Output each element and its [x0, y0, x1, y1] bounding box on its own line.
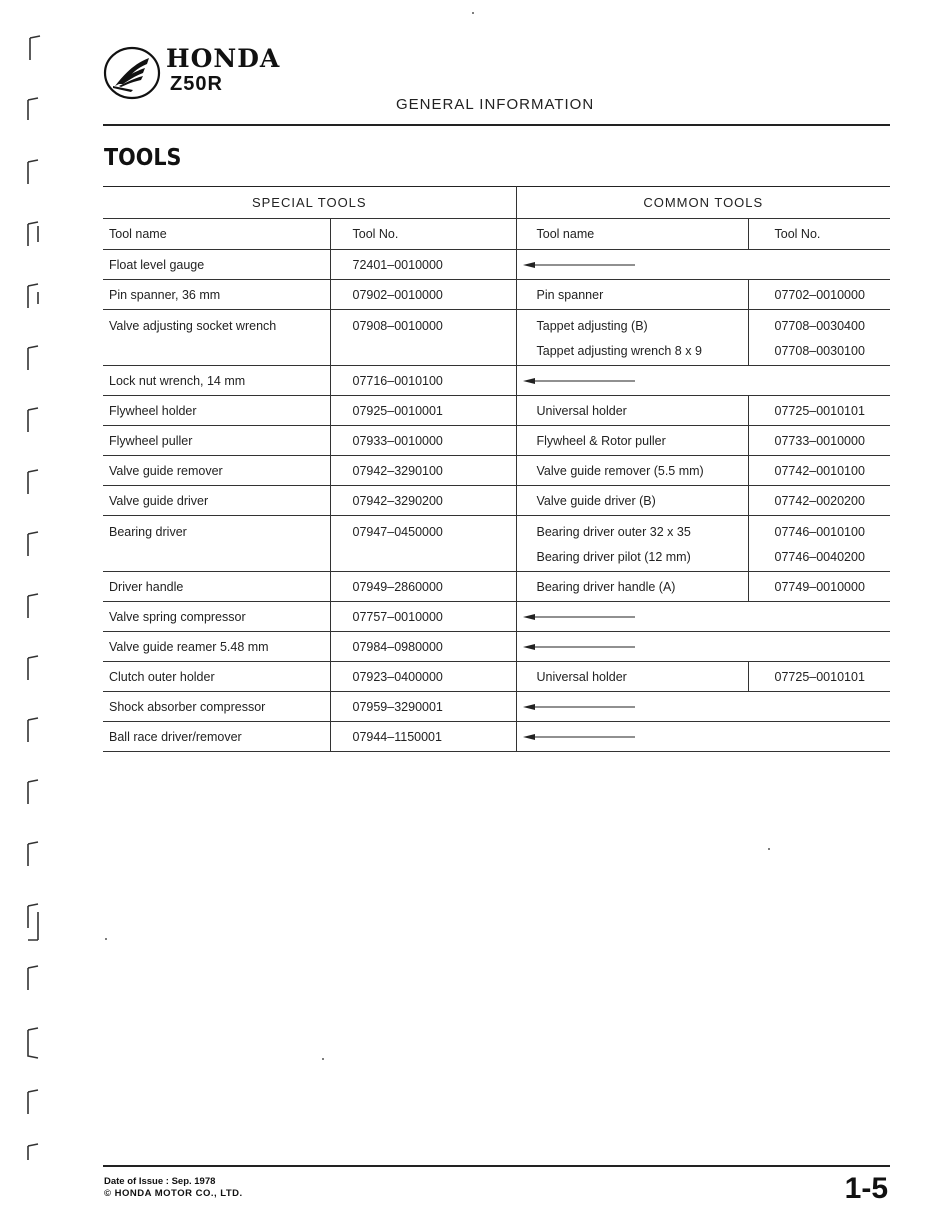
table-row: [103, 366, 890, 396]
special-tool-name: Flywheel puller: [103, 426, 330, 456]
table-row: [103, 516, 890, 572]
common-tool-name-line: Tappet adjusting wrench 8 x 9: [536, 344, 702, 358]
arrow-left-icon: [523, 376, 635, 386]
common-tool-no-line: 07746–0010100: [774, 525, 865, 539]
common-tool-name: Universal holder: [516, 662, 748, 692]
special-tool-no: 07949–2860000: [330, 572, 516, 602]
common-tools-header: COMMON TOOLS: [516, 187, 890, 219]
special-tool-name: Clutch outer holder: [103, 662, 330, 692]
table-row: [103, 632, 890, 662]
scan-speck: [472, 12, 474, 14]
common-tool-no-line: 07746–0040200: [774, 550, 865, 564]
common-tool-no-line: 07708–0030400: [774, 319, 865, 333]
common-tool-name-line: Bearing driver pilot (12 mm): [536, 550, 691, 564]
arrow-left-icon: [523, 732, 635, 742]
common-tool-no: 07742–0010100: [748, 456, 890, 486]
same-as-special-arrow: [516, 632, 890, 662]
special-tool-name: Shock absorber compressor: [103, 692, 330, 722]
special-tool-name-header: Tool name: [103, 219, 330, 250]
table-row: [103, 250, 890, 280]
special-tool-no: 07925–0010001: [330, 396, 516, 426]
special-tool-no: 07923–0400000: [330, 662, 516, 692]
special-tool-no: 07933–0010000: [330, 426, 516, 456]
special-tool-no: 07959–3290001: [330, 692, 516, 722]
special-tool-no: 07716–0010100: [330, 366, 516, 396]
common-tool-name: Flywheel & Rotor puller: [516, 426, 748, 456]
common-tool-name: [516, 310, 748, 366]
arrow-left-icon: [523, 642, 635, 652]
copyright: © HONDA MOTOR CO., LTD.: [104, 1188, 243, 1199]
common-tool-no: 07733–0010000: [748, 426, 890, 456]
special-tool-no: 07942–3290200: [330, 486, 516, 516]
table-row: [103, 722, 890, 752]
common-tool-no: 07749–0010000: [748, 572, 890, 602]
table-row: [103, 602, 890, 632]
same-as-special-arrow: [516, 602, 890, 632]
common-tool-name-line: Bearing driver outer 32 x 35: [536, 525, 691, 539]
model-name: Z50R: [170, 73, 223, 95]
common-tool-no: 07725–0010101: [748, 396, 890, 426]
table-row: [103, 456, 890, 486]
scan-speck: [322, 1058, 324, 1060]
common-tool-name: [516, 516, 748, 572]
special-tool-name: Pin spanner, 36 mm: [103, 280, 330, 310]
special-tool-name: Valve adjusting socket wrench: [103, 310, 330, 366]
table-row: [103, 486, 890, 516]
table-row: [103, 310, 890, 366]
binder-marks: [0, 0, 50, 1210]
table-row: [103, 426, 890, 456]
common-tool-no: [748, 516, 890, 572]
common-tool-name: Valve guide remover (5.5 mm): [516, 456, 748, 486]
scan-speck: [105, 938, 107, 940]
table-column-header: [103, 219, 890, 250]
arrow-left-icon: [523, 612, 635, 622]
section-title: GENERAL INFORMATION: [396, 96, 595, 113]
same-as-special-arrow: [516, 722, 890, 752]
footer-rule: [103, 1165, 890, 1167]
common-tool-no: 07725–0010101: [748, 662, 890, 692]
special-tool-no-header: Tool No.: [330, 219, 516, 250]
special-tool-no: 07947–0450000: [330, 516, 516, 572]
arrow-left-icon: [523, 702, 635, 712]
common-tool-name: Pin spanner: [516, 280, 748, 310]
same-as-special-arrow: [516, 366, 890, 396]
special-tool-name: Flywheel holder: [103, 396, 330, 426]
table-group-header: [103, 187, 890, 219]
special-tool-no: 72401–0010000: [330, 250, 516, 280]
table-row: [103, 692, 890, 722]
special-tool-name: Valve guide remover: [103, 456, 330, 486]
special-tool-no: 07984–0980000: [330, 632, 516, 662]
issue-date: Date of Issue : Sep. 1978: [104, 1176, 216, 1187]
common-tool-no-header: Tool No.: [748, 219, 890, 250]
special-tool-name: Lock nut wrench, 14 mm: [103, 366, 330, 396]
common-tool-name: Valve guide driver (B): [516, 486, 748, 516]
special-tool-no: 07908–0010000: [330, 310, 516, 366]
special-tool-no: 07902–0010000: [330, 280, 516, 310]
page-number: 1-5: [844, 1172, 888, 1205]
special-tool-name: Driver handle: [103, 572, 330, 602]
table-row: [103, 572, 890, 602]
common-tool-name: Bearing driver handle (A): [516, 572, 748, 602]
special-tool-name: Float level gauge: [103, 250, 330, 280]
special-tool-name: Valve spring compressor: [103, 602, 330, 632]
common-tool-no: 07742–0020200: [748, 486, 890, 516]
common-tool-name-header: Tool name: [516, 219, 748, 250]
table-row: [103, 662, 890, 692]
common-tool-name: Universal holder: [516, 396, 748, 426]
common-tool-no-line: 07708–0030100: [774, 344, 865, 358]
special-tool-name: Valve guide driver: [103, 486, 330, 516]
special-tool-name: Bearing driver: [103, 516, 330, 572]
common-tool-no: 07702–0010000: [748, 280, 890, 310]
header-rule: [103, 124, 890, 126]
special-tool-name: Ball race driver/remover: [103, 722, 330, 752]
special-tool-no: 07942–3290100: [330, 456, 516, 486]
table-row: [103, 280, 890, 310]
brand-name: HONDA: [166, 44, 281, 73]
honda-wing-logo: [103, 46, 161, 100]
page-title: TOOLS: [104, 145, 182, 171]
special-tool-name: Valve guide reamer 5.48 mm: [103, 632, 330, 662]
same-as-special-arrow: [516, 692, 890, 722]
arrow-left-icon: [523, 260, 635, 270]
table-row: [103, 396, 890, 426]
common-tool-name-line: Tappet adjusting (B): [536, 319, 648, 333]
tools-table: [103, 186, 890, 752]
same-as-special-arrow: [516, 250, 890, 280]
scan-speck: [768, 848, 770, 850]
special-tool-no: 07757–0010000: [330, 602, 516, 632]
special-tool-no: 07944–1150001: [330, 722, 516, 752]
special-tools-header: SPECIAL TOOLS: [103, 187, 516, 219]
common-tool-no: [748, 310, 890, 366]
